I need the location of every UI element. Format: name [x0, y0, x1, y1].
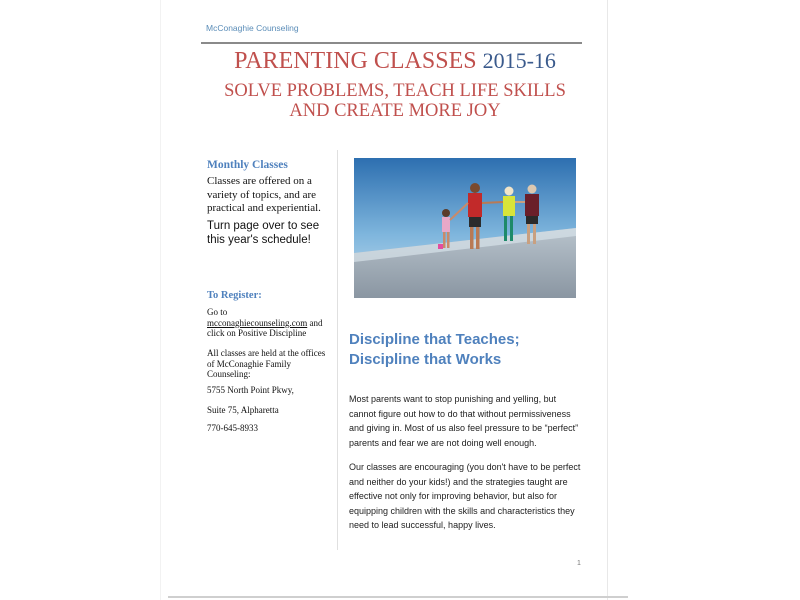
page-subtitle — [200, 81, 590, 121]
main-heading-line-1: Discipline that Teaches; — [349, 331, 520, 348]
monthly-classes-text: Classes are offered on a variety of topics, and are practical and experiential. — [207, 175, 321, 214]
phone-number: 770-645-8933 — [207, 423, 258, 433]
register-goto: Go to — [207, 307, 228, 317]
monthly-classes-heading: Monthly Classes — [207, 159, 288, 171]
title-main: PARENTING CLASSES — [234, 48, 477, 74]
paragraph-1: Most parents want to stop punishing and yelling, but cannot figure out how to do that without permissiveness and giving in. Most of us also feel pressure to be “perfect” parents and fear we are not doing well enough. — [349, 394, 579, 448]
address-line-1: 5755 North Point Pkwy, — [207, 385, 294, 395]
register-heading: To Register: — [207, 290, 262, 301]
header-rule — [201, 42, 582, 44]
register-link[interactable]: mcconaghiecounseling.com — [207, 317, 308, 328]
family-beach-photo — [354, 158, 576, 298]
column-divider — [337, 150, 338, 550]
register-instructions — [207, 307, 335, 339]
subtitle-line-2: AND CREATE MORE JOY — [289, 101, 501, 121]
address-line-2: Suite 75, Alpharetta — [207, 405, 279, 415]
offices-text: All classes are held at the offices of McConaghie Family Counseling: — [207, 348, 326, 379]
header-organization: McConaghie Counseling — [206, 23, 299, 33]
main-heading — [349, 330, 589, 370]
page-number: 1 — [577, 560, 581, 567]
main-heading-line-2: Discipline that Works — [349, 351, 502, 368]
turn-page-note: Turn page over to see this year's schedule! — [207, 220, 320, 246]
page-title — [200, 48, 590, 75]
title-year: 2015-16 — [482, 48, 556, 73]
subtitle-line-1: SOLVE PROBLEMS, TEACH LIFE SKILLS — [224, 81, 566, 101]
bottom-rule — [168, 596, 628, 598]
paragraph-2: Our classes are encouraging (you don't have to be perfect and neither do your kids!) and the strategies taught are effective not only for improving behavior, but also for equipping children with the skills and characteristics they need to lead successful, happy lives. — [349, 462, 581, 530]
register-after: and click on Positive Discipline — [207, 317, 323, 338]
